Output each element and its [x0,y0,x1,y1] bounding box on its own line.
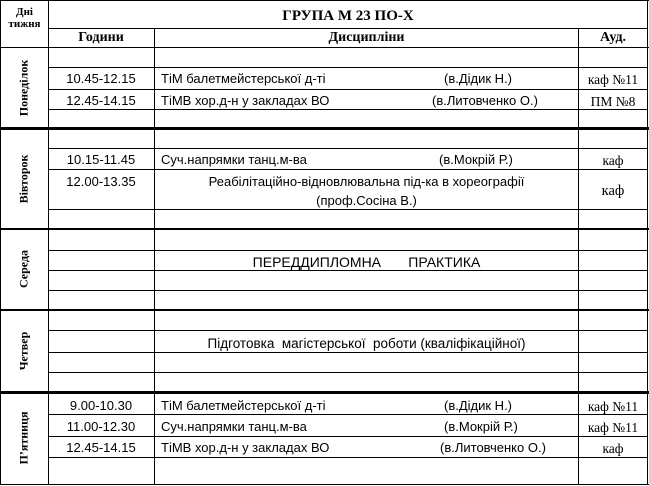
day-label-wednesday: Середа [16,249,31,289]
wednesday-note: ПЕРЕДДИПЛОМНА ПРАКТИКА [252,254,481,270]
teacher-cell: (в.Литовченко О.) [440,440,546,455]
row-line [48,169,648,170]
subject-cell: Суч.напрямки танц.м-ва [161,419,307,434]
time-cell: 12.45-14.15 [66,440,136,455]
room-cell: ПМ №8 [590,94,636,109]
row-line [48,436,648,437]
subject-cell: Суч.напрямки танц.м-ва [161,152,307,167]
thursday-note: Підготовка магістерської роботи (кваліфікаційної) [207,336,526,351]
table-border-top [0,0,649,1]
room-cell: каф [602,153,624,168]
table-border-left [0,0,1,485]
room-cell: каф [602,441,624,456]
day-separator [0,391,649,394]
row-line [48,67,648,68]
header-days-label: Дні тижня [8,6,41,30]
table-border-right [647,0,648,485]
time-cell: 11.00-12.30 [66,419,136,434]
day-separator [0,127,649,130]
day-separator [0,309,649,311]
day-label-monday: Понеділок [16,59,31,117]
room-cell: каф №11 [587,72,639,87]
row-line [48,372,648,373]
time-cell: 12.45-14.15 [66,93,136,108]
room-cell: каф [601,183,625,199]
day-label-thursday: Четвер [16,331,31,371]
day-separator [0,228,649,230]
header-bottom-line [0,47,649,48]
day-label-tuesday: Вівторок [16,154,31,204]
teacher-cell: (в.Литовченко О.) [432,93,538,108]
table-border-bottom [0,484,649,485]
day-label-friday: П’ятниця [16,411,31,465]
teacher-cell: (в.Дідик Н.) [444,398,513,413]
subject-cell: Реабілітаційно-відновлювальна під-ка в хореографії [208,174,525,189]
header-room: Ауд. [599,30,627,45]
teacher-cell: (в.Мокрій Р.) [444,419,518,434]
subject-cell: ТіМВ хор.д-н у закладах ВО [161,93,330,108]
header-hours: Години [78,30,124,45]
row-line [48,352,648,353]
time-cell: 10.45-12.15 [66,71,136,86]
teacher-cell: (в.Мокрій Р.) [439,152,513,167]
subject-cell: ТіМ балетмейстерської д-ті [161,398,326,413]
header-disciplines: Дисципліни [328,30,405,45]
row-line [48,209,648,210]
row-line [48,414,648,415]
row-line [48,457,648,458]
row-line [48,148,648,149]
teacher-cell: (в.Дідик Н.) [444,71,513,86]
time-cell: 9.00-10.30 [69,398,133,413]
subject-cell: ТіМВ хор.д-н у закладах ВО [161,440,330,455]
teacher-cell: (проф.Сосіна В.) [316,193,417,208]
row-line [48,270,648,271]
group-title: ГРУПА М 23 ПО-Х [282,8,414,24]
row-line [48,290,648,291]
time-cell: 12.00-13.35 [66,174,136,189]
header-divider [48,28,648,29]
room-cell: каф №11 [587,399,639,414]
subject-cell: ТіМ балетмейстерської д-ті [161,71,326,86]
row-line [48,89,648,90]
row-line [48,250,648,251]
room-cell: каф №11 [587,420,639,435]
time-cell: 10.15-11.45 [66,152,136,167]
row-line [48,330,648,331]
row-line [48,109,648,110]
